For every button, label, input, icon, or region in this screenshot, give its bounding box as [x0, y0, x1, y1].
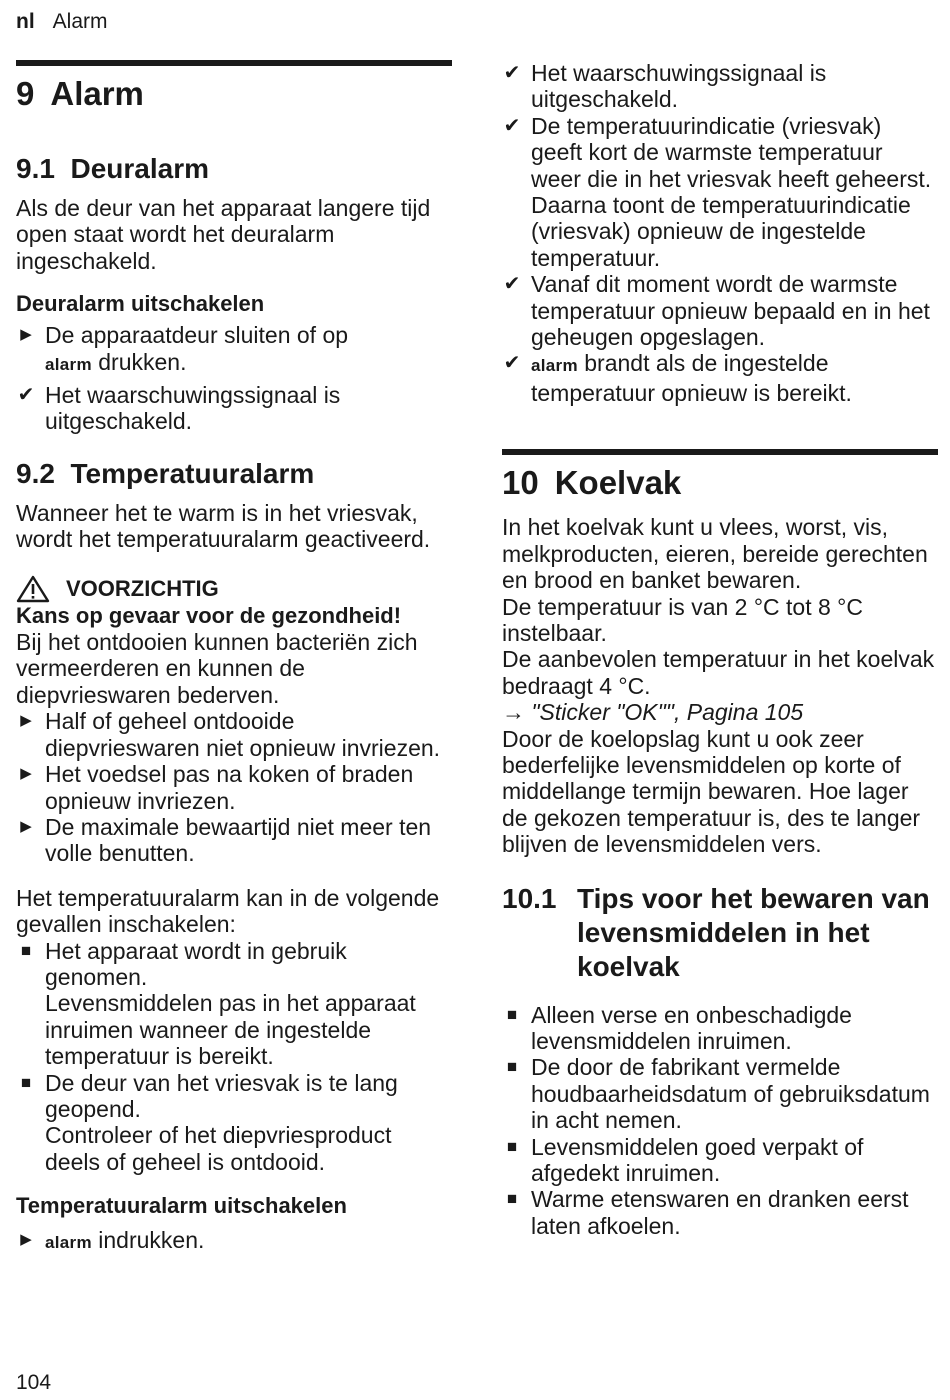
- temp-alarm-off-heading: Temperatuuralarm uitschakelen: [16, 1193, 347, 1219]
- result-item: ✔ Vanaf dit moment wordt de warmste temperatuur opnieuw bepaald en in het geheugen opgeslagen.: [503, 271, 930, 351]
- door-alarm-intro: Als de deur van het apparaat langere tijd open staat wordt het deuralarm ingeschakeld.: [16, 195, 431, 274]
- step-arrow-icon: ▶: [20, 765, 32, 783]
- storage-tips-list: [502, 1002, 938, 1240]
- step-item: ▶ De maximale bewaartijd niet meer ten volle benutten.: [16, 814, 452, 867]
- list-item: ■ De door de fabrikant vermelde houdbaarheidsdatum of gebruiksdatum in acht nemen.: [502, 1054, 938, 1133]
- cross-reference-link[interactable]: "Sticker "OK"", Pagina 105: [531, 699, 804, 726]
- list-item: ■ Alleen verse en onbeschadigde levensmiddelen inruimen.: [502, 1002, 938, 1055]
- chapter-9-heading: 9 Alarm: [16, 75, 144, 112]
- step-arrow-icon: ▶: [20, 712, 32, 730]
- alarm-key-label: alarm: [45, 1233, 92, 1253]
- caution-subtitle: Kans op gevaar voor de gezondheid!: [16, 602, 402, 628]
- temp-alarm-results: [502, 60, 938, 406]
- check-icon: ✔: [503, 352, 521, 375]
- result-item: ✔ De temperatuurindicatie (vriesvak) geeft kort de warmste temperatuur weer die in het vriesvak heeft geheerst. Daarna toont de temperatuurindicatie (vriesvak) opnieuw de ingestelde temperatuur.: [503, 112, 932, 271]
- language-code: nl: [16, 10, 35, 33]
- alarm-key-label: alarm: [531, 356, 578, 376]
- section-9-1-heading: 9.1 Deuralarm: [16, 153, 210, 184]
- list-item: ■ Warme etenswaren en dranken eerst laten afkoelen.: [502, 1186, 938, 1239]
- square-bullet-icon: ■: [506, 1136, 518, 1156]
- arrow-right-icon: →: [502, 699, 525, 726]
- left-column: [16, 60, 452, 1257]
- list-item: ■ De deur van het vriesvak is te lang geopend. Controleer of het diepvriesproduct deels of geheel is ontdooid.: [16, 1070, 452, 1176]
- chapter-rule: [502, 449, 938, 455]
- step-arrow-icon: ▶: [20, 817, 32, 835]
- list-item: ■ Levensmiddelen goed verpakt of afgedekt inruimen.: [502, 1134, 938, 1187]
- step-item: ▶ Half of geheel ontdooide diepvrieswaren niet opnieuw invriezen.: [16, 708, 452, 761]
- temp-alarm-intro: Wanneer het te warm is in het vriesvak, wordt het temperatuuralarm geactiveerd.: [16, 499, 431, 553]
- door-alarm-off-heading: Deuralarm uitschakelen: [16, 291, 265, 317]
- right-column: [502, 60, 938, 1239]
- chapter-rule: [16, 60, 452, 66]
- fridge-intro: In het koelvak kunt u vlees, worst, vis, melkproducten, eieren, bereide gerechten en brood en banket bewaren.: [502, 514, 928, 594]
- square-bullet-icon: ■: [506, 1057, 518, 1077]
- step-item: ▶ De apparaatdeur sluiten of op alarm drukken.: [16, 322, 452, 378]
- chapter-10-heading: 10 Koelvak: [502, 464, 682, 502]
- square-bullet-icon: ■: [20, 1072, 32, 1092]
- temp-alarm-cases-intro: Het temperatuuralarm kan in de volgende gevallen inschakelen:: [16, 884, 440, 938]
- step-arrow-icon: ▶: [20, 326, 32, 344]
- check-icon: ✔: [503, 114, 521, 137]
- warning-triangle-icon: [16, 575, 50, 603]
- check-icon: ✔: [503, 62, 521, 84]
- result-item: ✔ Het waarschuwingssignaal is uitgeschakeld.: [503, 60, 827, 113]
- fridge-temperature-range: De temperatuur is van 2 °C tot 8 °C instelbaar.: [502, 593, 863, 646]
- check-icon: ✔: [17, 384, 35, 407]
- page-header: [16, 10, 108, 34]
- caution-text: Bij het ontdooien kunnen bacteriën zich vermeerderen en kunnen de diepvrieswaren bederven.: [16, 629, 418, 708]
- step-item: ▶ Het voedsel pas na koken of braden opnieuw invriezen.: [16, 761, 452, 814]
- square-bullet-icon: ■: [20, 940, 32, 960]
- square-bullet-icon: ■: [506, 1004, 518, 1024]
- page-number: 104: [16, 1371, 52, 1394]
- caution-heading: VOORZICHTIG: [16, 575, 452, 603]
- check-icon: ✔: [503, 273, 521, 296]
- section-10-1-heading: 10.1 Tips voor het bewaren van levensmiddelen in het koelvak: [502, 882, 930, 982]
- list-item: ■ Het apparaat wordt in gebruik genomen. Levensmiddelen pas in het apparaat inruimen wanneer de ingestelde temperatuur is bereikt.: [16, 938, 452, 1070]
- fridge-storage-text: Door de koelopslag kunt u ook zeer bederfelijke levensmiddelen op korte of middellange termijn bewaren. Hoe lager de gekozen temperatuur is, des te langer blijven de levensmiddelen vers.: [502, 725, 921, 858]
- result-item: ✔ alarm brandt als de ingestelde temperatuur opnieuw is bereikt.: [503, 350, 852, 406]
- header-section-title: Alarm: [52, 10, 108, 33]
- cross-reference: [502, 699, 938, 725]
- section-9-2-heading: 9.2 Temperatuuralarm: [16, 457, 315, 489]
- temp-alarm-off-steps: [16, 1227, 452, 1256]
- step-arrow-icon: ▶: [20, 1231, 32, 1249]
- caution-steps: [16, 708, 452, 866]
- temp-alarm-cases: [16, 938, 452, 1176]
- door-alarm-steps: [16, 322, 452, 435]
- step-item: ▶ alarm indrukken.: [16, 1227, 452, 1256]
- square-bullet-icon: ■: [506, 1189, 518, 1209]
- result-item: ✔ Het waarschuwingssignaal is uitgeschakeld.: [17, 382, 341, 435]
- alarm-key-label: alarm: [45, 354, 92, 374]
- fridge-recommended-temperature: De aanbevolen temperatuur in het koelvak bedraagt 4 °C.: [502, 646, 935, 699]
